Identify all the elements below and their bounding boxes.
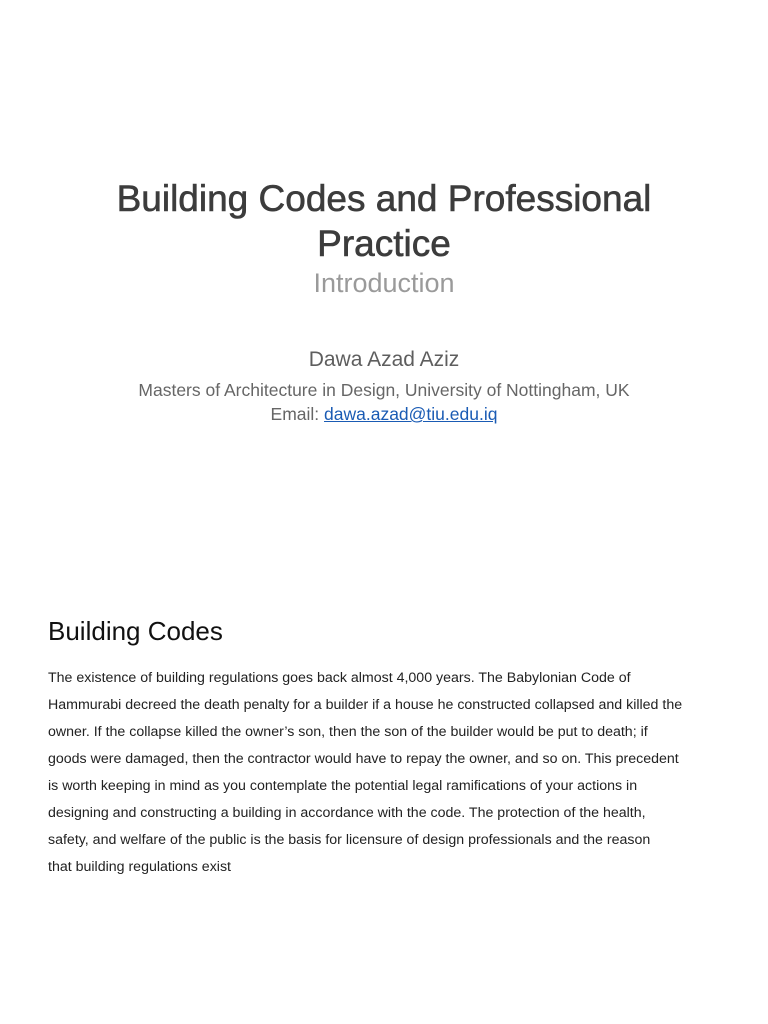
paragraph-line: safety, and welfare of the public is the basis for licensure of design professionals and the reason (48, 832, 651, 848)
paragraph-line: The existence of building regulations goes back almost 4,000 years. The Babylonian Code of (48, 670, 631, 686)
author-affiliation: Masters of Architecture in Design, University of Nottingham, UK (138, 380, 630, 400)
author-email-line (0, 402, 768, 426)
section-paragraph (48, 665, 724, 881)
paragraph-line: goods were damaged, then the contractor would have to repay the owner, and so on. This precedent (48, 751, 679, 767)
email-link[interactable]: dawa.azad@tiu.edu.iq (324, 404, 498, 424)
section-heading: Building Codes (48, 616, 223, 646)
document-subtitle: Introduction (313, 268, 455, 298)
title-line-2: Practice (317, 223, 451, 264)
author-name: Dawa Azad Aziz (308, 348, 460, 371)
email-label: Email: (270, 404, 325, 424)
paragraph-line: owner. If the collapse killed the owner’s son, then the son of the builder would be put to death; if (48, 724, 648, 740)
document-title (40, 176, 728, 266)
paragraph-line: is worth keeping in mind as you contemplate the potential legal ramifications of your actions in (48, 778, 638, 794)
paragraph-line: that building regulations exist (48, 859, 231, 875)
title-line-1: Building Codes and Professional (116, 178, 652, 219)
paragraph-line: Hammurabi decreed the death penalty for a builder if a house he constructed collapsed and killed the (48, 697, 683, 713)
paragraph-line: designing and constructing a building in accordance with the code. The protection of the health, (48, 805, 646, 821)
